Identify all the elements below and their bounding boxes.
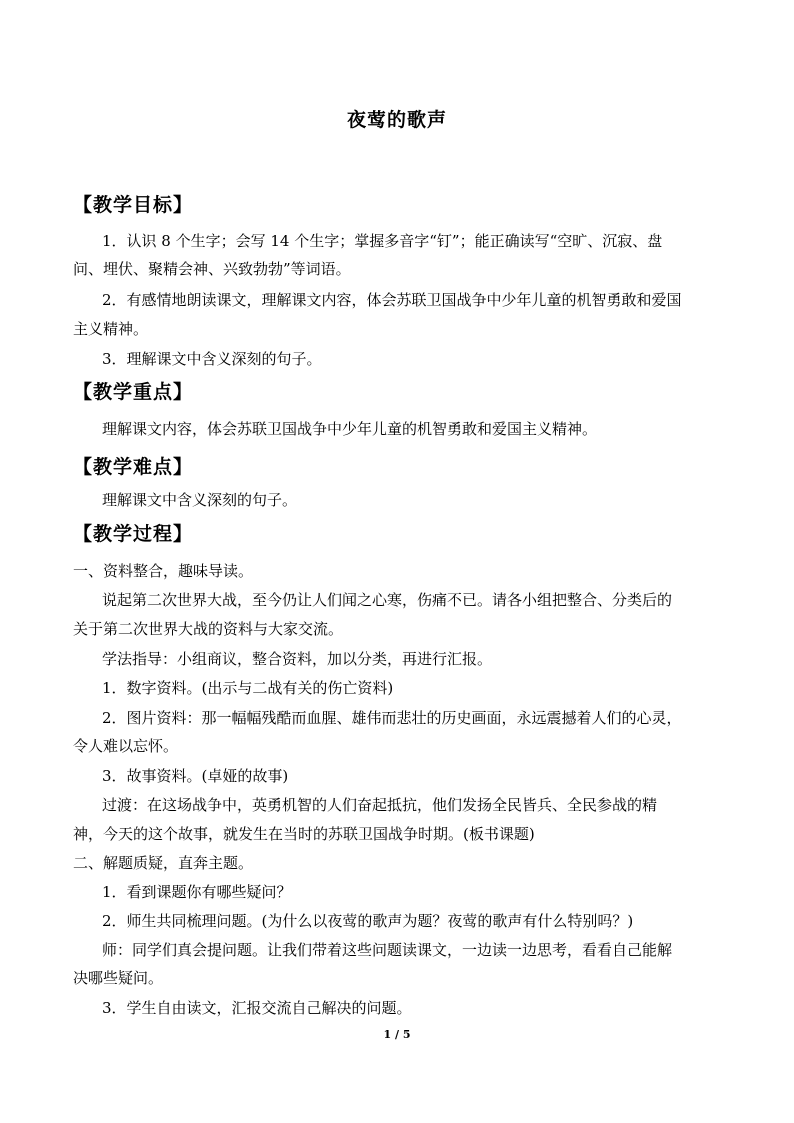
goal-line-4: 主义精神。 bbox=[73, 320, 149, 338]
heading-teaching-difficulty: 【教学难点】 bbox=[73, 456, 194, 478]
process-line-14: 师：同学们真会提问题。让我们带着这些问题读课文，一边读一边思考，看看自己能解 bbox=[102, 941, 673, 959]
process-line-5: 1．数字资料。(出示与二战有关的伤亡资料) bbox=[102, 679, 394, 697]
process-line-7: 令人难以忘怀。 bbox=[73, 737, 179, 755]
heading-teaching-key: 【教学重点】 bbox=[73, 381, 194, 403]
process-line-16: 3．学生自由读文，汇报交流自己解决的问题。 bbox=[102, 999, 412, 1017]
heading-teaching-goals: 【教学目标】 bbox=[73, 194, 194, 216]
process-line-11: 二、解题质疑，直奔主题。 bbox=[73, 854, 254, 872]
difficulty-text: 理解课文中含义深刻的句子。 bbox=[102, 491, 298, 509]
process-line-4: 学法指导：小组商议，整合资料，加以分类，再进行汇报。 bbox=[102, 650, 493, 668]
process-line-12: 1．看到课题你有哪些疑问？ bbox=[102, 883, 292, 901]
key-text: 理解课文内容，体会苏联卫国战争中少年儿童的机智勇敢和爱国主义精神。 bbox=[102, 420, 598, 438]
process-line-9: 过渡：在这场战争中，英勇机智的人们奋起抵抗，他们发扬全民皆兵、全民参战的精 bbox=[102, 796, 658, 814]
goal-line-5: 3．理解课文中含义深刻的句子。 bbox=[102, 350, 322, 368]
process-line-13: 2．师生共同梳理问题。(为什么以夜莺的歌声为题？夜莺的歌声有什么特别吗？) bbox=[102, 912, 634, 930]
process-line-6: 2．图片资料：那一幅幅残酷而血腥、雄伟而悲壮的历史画面，永远震撼着人们的心灵， bbox=[102, 709, 682, 727]
process-line-1: 一、资料整合，趣味导读。 bbox=[73, 562, 254, 580]
heading-teaching-process: 【教学过程】 bbox=[73, 523, 194, 545]
process-line-15: 决哪些疑问。 bbox=[73, 969, 164, 987]
goal-line-2: 问、埋伏、聚精会神、兴致勃勃”等词语。 bbox=[73, 260, 351, 278]
process-line-3: 关于第二次世界大战的资料与大家交流。 bbox=[73, 620, 344, 638]
document-title: 夜莺的歌声 bbox=[346, 109, 447, 131]
goal-line-1: 1．认识 8 个生字；会写 14 个生字；掌握多音字“钉”；能正确读写“空旷、沉寂、盘 bbox=[102, 232, 663, 250]
goal-line-3: 2．有感情地朗读课文，理解课文内容，体会苏联卫国战争中少年儿童的机智勇敢和爱国 bbox=[102, 291, 682, 309]
process-line-8: 3．故事资料。(卓娅的故事) bbox=[102, 767, 289, 785]
page-number: 1 / 5 bbox=[383, 1028, 411, 1041]
process-line-2: 说起第二次世界大战，至今仍让人们闻之心寒，伤痛不已。请各小组把整合、分类后的 bbox=[102, 591, 673, 609]
process-line-10: 神，今天的这个故事，就发生在当时的苏联卫国战争时期。(板书课题) bbox=[73, 825, 535, 843]
